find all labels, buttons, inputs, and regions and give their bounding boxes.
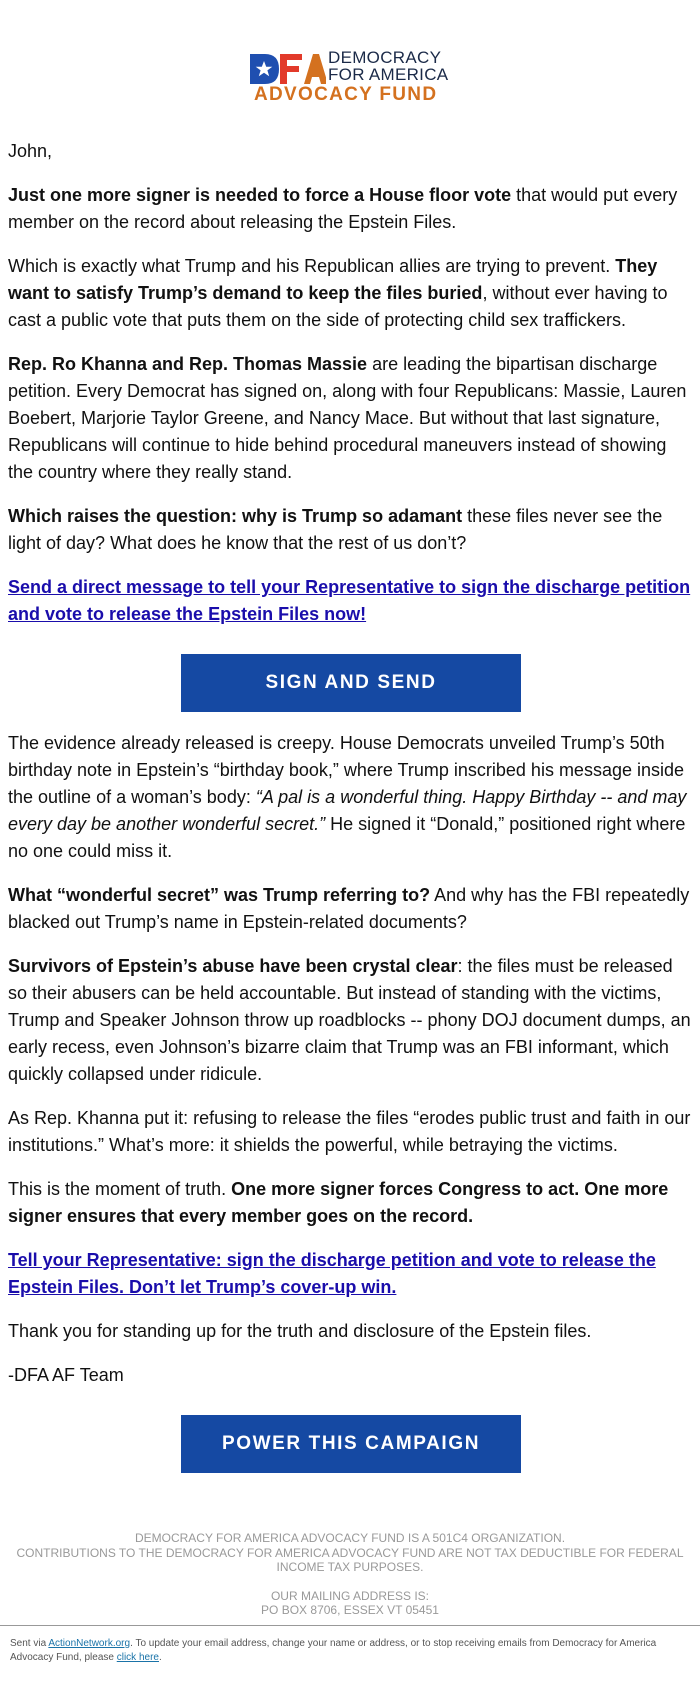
sent-via-notice [10,1637,694,1665]
link-paragraph-1 [8,574,694,628]
logo-line-2: FOR AMERICA [328,65,449,84]
tell-representative-link[interactable]: Tell your Representative: sign the discharge petition and vote to release the Epstein Files. Don’t let Trump’s cover-up win. [8,1250,656,1297]
paragraph-2-bold: They want to satisfy Trump’s demand to keep the files buried [8,256,658,303]
paragraph-4 [8,503,694,557]
link-paragraph-2 [8,1247,694,1301]
send-message-link[interactable]: Send a direct message to tell your Representative to sign the discharge petition and vote to release the Epstein Files now! [8,577,691,624]
logo-line-3: ADVOCACY FUND [254,84,438,105]
paragraph-2-lead: Which is exactly what Trump and his Republican allies are trying to prevent. [8,256,616,276]
paragraph-5-text: He signed it “Donald,” positioned right where no one could miss it. [8,814,686,861]
sent-via-suffix: . [158,1652,162,1663]
footer-tax-line-1: CONTRIBUTIONS TO THE DEMOCRACY FOR AMERICA ADVOCACY FUND ARE NOT TAX DEDUCTIBLE FOR FEDERAL [16,1545,684,1560]
dfa-logo [250,48,460,108]
paragraph-2 [8,253,694,334]
paragraph-9 [8,1176,694,1230]
sent-via-prefix: Sent via [10,1638,49,1649]
paragraph-9-lead: This is the moment of truth. [8,1179,232,1199]
footer-tax-line-2: INCOME TAX PURPOSES. [276,1560,424,1574]
power-this-campaign-button[interactable]: POWER THIS CAMPAIGN [181,1415,521,1473]
logo-line-1: DEMOCRACY [328,48,442,67]
paragraph-1-bold: Just one more signer is needed to force a House floor vote [8,185,512,205]
paragraph-8: As Rep. Khanna put it: refusing to release the files “erodes public trust and faith in our institutions.” What’s more: it shields the powerful, while betraying the victims. [8,1108,691,1155]
footer-spacer [0,1575,700,1589]
sent-via-middle: . To update your email address, change your name or address, or to stop receiving emails from Democracy for America Advocacy Fund, please [10,1638,657,1663]
paragraph-10: Thank you for standing up for the truth and disclosure of the Epstein files. [8,1321,592,1341]
paragraph-9-bold: One more signer forces Congress to act. One more signer ensures that every member goes on the record. [8,1179,669,1226]
paragraph-6 [8,882,694,936]
paragraph-7-bold: Survivors of Epstein’s abuse have been crystal clear [8,956,458,976]
action-network-link[interactable]: ActionNetwork.org [48,1638,131,1649]
paragraph-3-text: are leading the bipartisan discharge petition. Every Democrat has signed on, along with four Republicans: Massie, Lauren Boebert, Marjorie Taylor Greene, and Nancy Mace. But without that last signature, Republicans will continue to hide behind procedural maneuvers instead of showing the country where they really stand. [8,354,687,482]
paragraph-4-bold: Which raises the question: why is Trump so adamant [8,506,463,526]
paragraph-4-text: these files never see the light of day? What does he know that the rest of us don’t? [8,506,663,553]
paragraph-5 [8,730,694,865]
dfa-logo-icon [250,52,326,86]
paragraph-6-text: And why has the FBI repeatedly blacked out Trump’s name in Epstein-related documents? [8,885,690,932]
paragraph-5-quote: “A pal is a wonderful thing. Happy Birthday -- and may every day be another wonderful secret.” [8,787,687,834]
paragraph-1 [8,182,694,236]
footer-divider [0,1625,700,1626]
paragraph-5-lead: The evidence already released is creepy. House Democrats unveiled Trump’s 50th birthday note in Epstein’s “birthday book,” where Trump inscribed his message inside the outline of a woman’s body: [8,733,685,807]
paragraph-1-text: that would put every member on the record about releasing the Epstein Files. [8,185,678,232]
paragraph-7-text: : the files must be released so their abusers can be held accountable. But instead of standing with the victims, Trump and Speaker Johnson throw up roadblocks -- phony DOJ document dumps, an early recess, even Johnson’s bizarre claim that Trump was an FBI informant, which quickly collapsed under ridicule. [8,956,691,1084]
footer-org-line: DEMOCRACY FOR AMERICA ADVOCACY FUND IS A 501C4 ORGANIZATION. [134,1531,566,1545]
paragraph-3-bold: Rep. Ro Khanna and Rep. Thomas Massie [8,354,368,374]
footer-address: PO BOX 8706, ESSEX VT 05451 [261,1603,439,1617]
paragraph-6-bold: What “wonderful secret” was Trump referring to? [8,885,431,905]
paragraph-7 [8,953,694,1088]
paragraph-3 [8,351,694,486]
greeting: John, [8,141,53,161]
click-here-link[interactable]: click here [116,1652,159,1663]
paragraph-2-text: , without ever having to cast a public vote that puts them on the side of protecting child sex traffickers. [8,283,668,330]
sign-and-send-button[interactable]: SIGN AND SEND [181,654,521,712]
signoff: -DFA AF Team [8,1365,124,1385]
email-body [8,138,694,1491]
footer-mailing-label: OUR MAILING ADDRESS IS: [270,1588,430,1603]
footer [0,1531,700,1618]
